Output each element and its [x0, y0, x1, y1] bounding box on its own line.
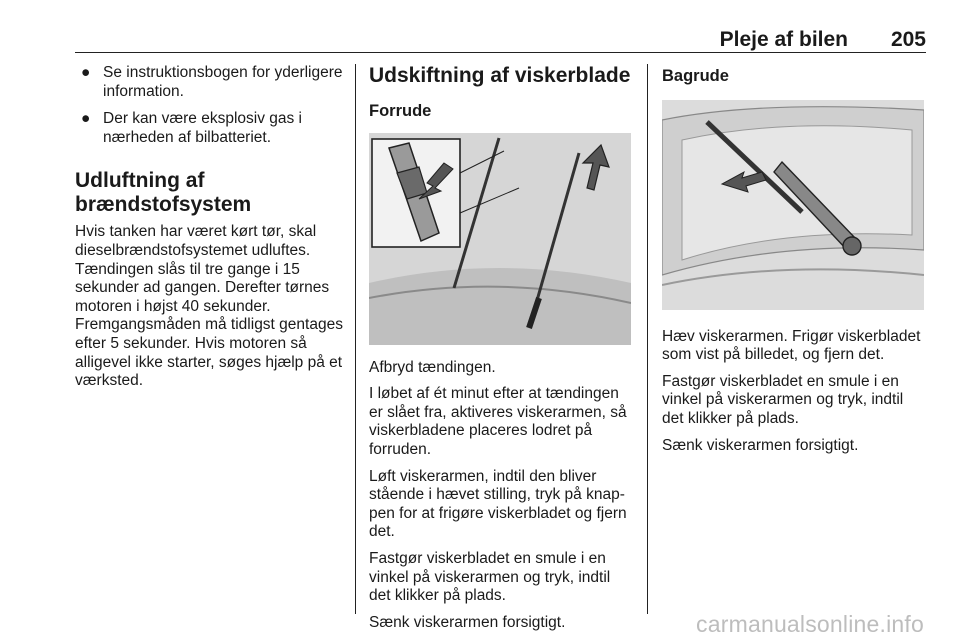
section-heading-wiper-blades: Udskiftning af viskerblade — [369, 64, 631, 87]
column-3 — [662, 64, 927, 463]
page-number: 205 — [890, 28, 926, 51]
section-title: Pleje af bilen — [719, 28, 848, 51]
column-1 — [75, 64, 347, 399]
list-item: ● Se instruktionsbogen for yderligere information. — [81, 64, 343, 100]
bullet-list — [75, 64, 347, 147]
bullet-icon: ● — [81, 110, 91, 128]
windscreen-wiper-illustration — [369, 133, 631, 345]
column-2 — [369, 64, 634, 640]
paragraph: Løft viskerarmen, indtil den bliver stående i hævet stilling, tryk på knappen for at frigøre viskerbladet og fjern det. — [369, 467, 627, 541]
subheading-windscreen: Forrude — [369, 102, 432, 120]
paragraph: Fastgør viskerbladet en smule i en vinkel på viskerarmen og tryk, indtil det klikker på plads. — [369, 549, 611, 605]
paragraph: Sænk viskerarmen forsigtigt. — [662, 436, 859, 454]
page-header — [75, 28, 926, 53]
paragraph: Hæv viskerarmen. Frigør viskerbladet som vist på billedet, og fjern det. — [662, 327, 921, 364]
paragraph: Fastgør viskerbladet en smule i en vinkel på viskerarmen og tryk, indtil det klikker på plads. — [662, 372, 904, 427]
column-divider-2 — [647, 64, 648, 614]
paragraph: I løbet af ét minut efter at tændingen er slået fra, aktiveres viskerarmen, så viskerbladene placeres lodret på forruden. — [369, 385, 627, 458]
rear-wiper-figure — [662, 100, 924, 310]
paragraph: Afbryd tændingen. — [369, 358, 496, 376]
fuel-bleed-paragraph: Hvis tanken har været kørt tør, skal dieselbrændstofsystemet udluftes. Tændingen slås til tre gange i 15 sekunder ad gangen. Derefter tørnes motoren i højst 40 sekunder. Fremgangsmåden må tidligst gentages efter 5 sekunder. Hvis motoren så alligevel ikke starter, søges hjælp på et værksted. — [75, 223, 343, 390]
windscreen-wiper-figure — [369, 133, 631, 345]
column-divider-1 — [355, 64, 356, 614]
paragraph: Sænk viskerarmen forsigtigt. — [369, 613, 566, 631]
subheading-rear-window: Bagrude — [662, 67, 729, 85]
list-item: ● Der kan være eksplosiv gas i nærheden af bilbatteriet. — [81, 110, 302, 146]
section-heading-fuel-bleed: Udluftning af brændstofsystem — [75, 169, 252, 217]
watermark: carmanualsonline.info — [696, 611, 924, 637]
rear-wiper-illustration — [662, 100, 924, 310]
bullet-icon: ● — [81, 64, 91, 81]
